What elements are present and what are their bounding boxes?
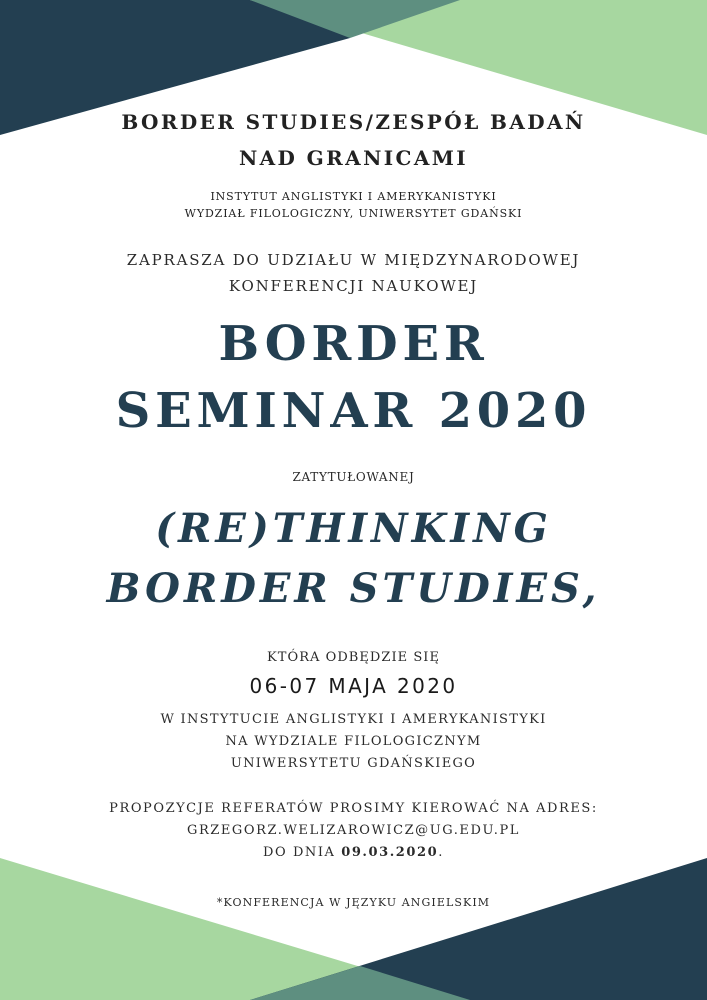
deadline-prefix: DO DNIA xyxy=(263,845,336,860)
titled-label: ZATYTUŁOWANEJ xyxy=(292,470,415,484)
institute-line-2: WYDZIAŁ FILOLOGICZNY, UNIWERSYTET GDAŃSKI xyxy=(184,207,523,220)
venue-line-2: NA WYDZIALE FILOLOGICZNYM xyxy=(225,734,482,749)
deadline-line xyxy=(0,845,707,860)
cfp-line: PROPOZYCJE REFERATÓW PROSIMY KIEROWAĆ NA ADRES: xyxy=(109,801,598,816)
organizer-line-1: BORDER STUDIES/ZESPÓŁ BADAŃ xyxy=(121,110,586,134)
event-date: 06-07 MAJA 2020 xyxy=(249,674,458,698)
title-line-1: BORDER xyxy=(218,316,489,372)
contact-email: GRZEGORZ.WELIZAROWICZ@UG.EDU.PL xyxy=(187,823,520,838)
when-intro: KTÓRA ODBĘDZIE SIĘ xyxy=(267,650,440,665)
title-line-2: SEMINAR 2020 xyxy=(115,383,592,439)
deadline-date: 09.03.2020 xyxy=(341,845,439,860)
deadline-suffix: . xyxy=(438,845,444,860)
venue-line-1: W INSTYTUCIE ANGLISTYKI I AMERYKANISTYKI xyxy=(160,712,547,727)
venue-line-3: UNIWERSYTETU GDAŃSKIEGO xyxy=(230,756,477,771)
subtitle-line-2: BORDER STUDIES, xyxy=(106,565,601,612)
language-note: *KONFERENCJA W JĘZYKU ANGIELSKIM xyxy=(216,896,491,909)
organizer-line-2: NAD GRANICAMI xyxy=(238,146,469,170)
institute-line-1: INSTYTUT ANGLISTYKI I AMERYKANISTYKI xyxy=(210,190,497,203)
invite-line-1: ZAPRASZA DO UDZIAŁU W MIĘDZYNARODOWEJ xyxy=(126,251,581,269)
subtitle-line-1: (RE)THINKING xyxy=(155,505,552,552)
invite-line-2: KONFERENCJI NAUKOWEJ xyxy=(228,277,479,295)
